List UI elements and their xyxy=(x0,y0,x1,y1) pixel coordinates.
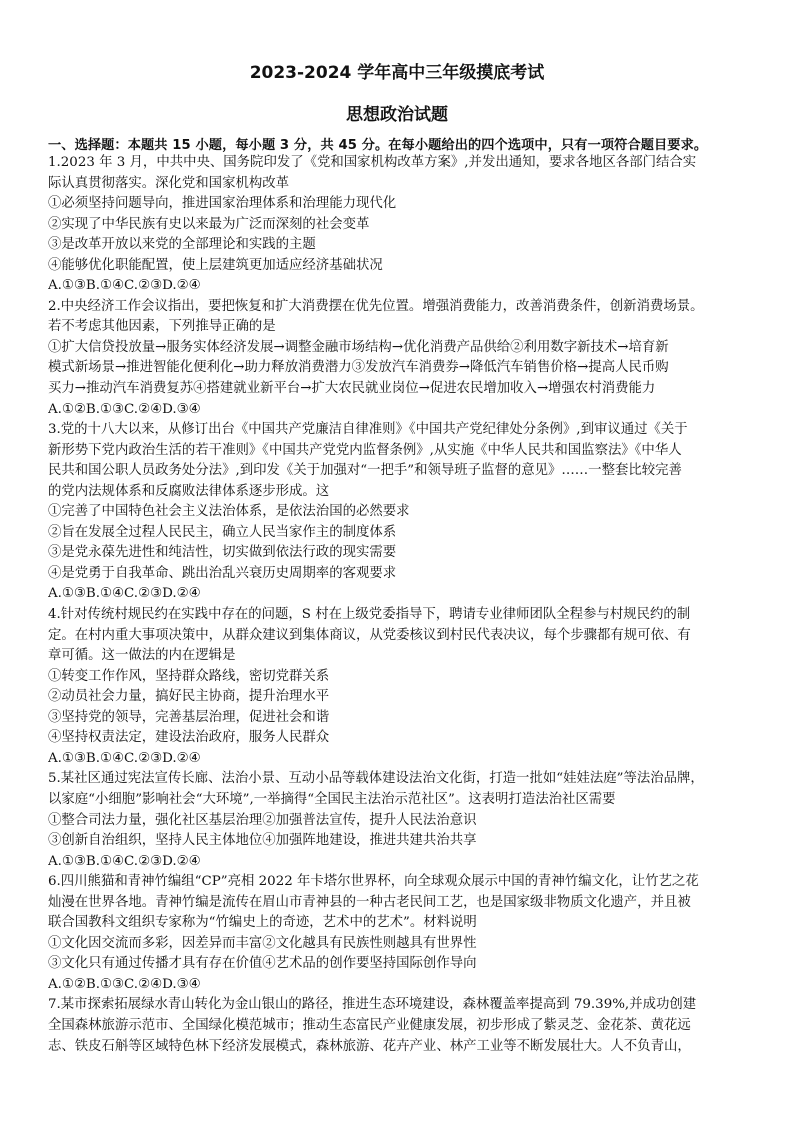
text-line: ②动员社会力量，搞好民主协商，提升治理水平 xyxy=(48,689,330,705)
text-line: ①文化因交流而多彩，因差异而丰富②文化越具有民族性则越具有世界性 xyxy=(48,935,477,951)
text-line: 买力→推动汽车消费复苏④搭建就业新平台→扩大农民就业岗位→促进农民增加收入→增强农村消费能力 xyxy=(48,381,656,397)
text-line: 7.某市探索拓展绿水青山转化为金山银山的路径，推进生态环境建设，森林覆盖率提高到 79.39%,并成功创建 xyxy=(48,997,697,1013)
text-line: ③文化只有通过传播才具有存在价值④艺术品的创作要坚持国际创作导向 xyxy=(48,956,477,972)
text-line: A.①③B.①④C.②③D.②④ xyxy=(48,853,201,869)
text-line: A.①③B.①④C.②③D.②④ xyxy=(48,586,201,602)
text-line: 新形势下党内政治生活的若干准则》《中国共产党党内监督条例》,从实施《中华人民共和国监察法》《中华人 xyxy=(48,442,682,458)
text-line: 5.某社区通过宪法宣传长廊、法治小景、互动小品等载体建设法治文化街，打造一批如“娃娃法庭”等法治品牌， xyxy=(48,771,704,787)
text-line: 际认真贯彻落实。深化党和国家机构改革 xyxy=(48,175,290,191)
text-line: ④是党勇于自我革命、跳出治乱兴衰历史周期率的客观要求 xyxy=(48,565,397,581)
text-line: A.①③B.①④C.②③D.②④ xyxy=(48,278,201,294)
text-line: 6.四川熊猫和青神竹编组“CP”亮相 2022 年卡塔尔世界杯，向全球观众展示中国的青神竹编文化，让竹艺之花 xyxy=(48,874,699,890)
text-line: 章可循。这一做法的内在逻辑是 xyxy=(48,648,236,664)
text-line: ③是党永葆先进性和纯洁性，切实做到依法行政的现实需要 xyxy=(48,545,397,561)
text-line: ①整合司法力量，强化社区基层治理②加强普法宣传，提升人民法治意识 xyxy=(48,812,477,828)
text-line: ①完善了中国特色社会主义法治体系，是依法治国的必然要求 xyxy=(48,504,410,520)
text-line: ③是改革开放以来党的全部理论和实践的主题 xyxy=(48,237,316,253)
text-line: ③坚持党的领导，完善基层治理，促进社会和谐 xyxy=(48,709,330,725)
text-line: 联合国教科文组织专家称为“竹编史上的奇迹，艺术中的艺术”。材料说明 xyxy=(48,915,477,931)
text-line: ③创新自治组织，坚持人民主体地位④加强阵地建设，推进共建共治共享 xyxy=(48,833,477,849)
text-line: 灿漫在世界各地。青神竹编是流传在眉山市青神县的一种古老民间工艺，也是国家级非物质文化遗产，并且被 xyxy=(48,894,691,910)
text-line: 全国森林旅游示范市、全国绿化模范城市；推动生态富民产业健康发展，初步形成了紫灵芝、金花茶、黄花远 xyxy=(48,1017,691,1033)
question-body xyxy=(48,153,760,1057)
text-line: ④能够优化职能配置，使上层建筑更加适应经济基础状况 xyxy=(48,257,383,273)
text-line: ②实现了中华民族有史以来最为广泛而深刻的社会变革 xyxy=(48,216,370,232)
text-line: 志、铁皮石斛等区域特色林下经济发展模式，森林旅游、花卉产业、林产工业等不断发展壮大。人不负青山， xyxy=(48,1038,691,1054)
text-line: 3.党的十八大以来，从修订出台《中国共产党廉洁自律准则》《中国共产党纪律处分条例》,到审议通过《关于 xyxy=(48,422,688,438)
text-line: 2.中央经济工作会议指出，要把恢复和扩大消费摆在优先位置。增强消费能力，改善消费条件，创新消费场景。 xyxy=(48,298,704,314)
text-line: 定。在村内重大事项决策中，从群众建议到集体商议，从党委核议到村民代表决议，每个步骤都有规可依、有 xyxy=(48,627,691,643)
text-line: A.①②B.①③C.②④D.③④ xyxy=(48,976,201,992)
text-line: A.①②B.①③C.②④D.③④ xyxy=(48,401,201,417)
text-line: ①扩大信贷投放量→服务实体经济发展→调整金融市场结构→优化消费产品供给②利用数字新技术→培育新 xyxy=(48,339,669,355)
text-line: A.①③B.①④C.②③D.②④ xyxy=(48,750,201,766)
exam-title: 2023-2024 学年高中三年级摸底考试 xyxy=(249,63,545,83)
text-line: 1.2023 年 3 月，中共中央、国务院印发了《党和国家机构改革方案》,并发出通知，要求各地区各部门结合实 xyxy=(48,155,697,170)
text-line: ②旨在发展全过程人民民主，确立人民当家作主的制度体系 xyxy=(48,524,397,540)
text-line: 的党内法规体系和反腐败法律体系逐步形成。这 xyxy=(48,483,330,499)
text-line: ④坚持权责法定，建设法治政府，服务人民群众 xyxy=(48,730,330,746)
text-line: 4.针对传统村规民约在实践中存在的问题，S 村在上级党委指导下，聘请专业律师团队全程参与村规民约的制 xyxy=(48,607,691,623)
text-line: ①必须坚持问题导向，推进国家治理体系和治理能力现代化 xyxy=(48,196,397,212)
text-line: 以家庭“小细胞”影响社会“大环境”,一举摘得“全国民主法治示范社区”。这表明打造法治社区需要 xyxy=(48,791,616,807)
subject-title: 思想政治试题 xyxy=(346,105,448,125)
text-line: 模式新场景→推进智能化便利化→助力释放消费潜力③发放汽车消费券→降低汽车销售价格→提高人民币购 xyxy=(48,360,669,376)
section-heading: 一、选择题：本题共 15 小题，每小题 3 分，共 45 分。在每小题给出的四个选项中，只有一项符合题目要求。 xyxy=(48,138,708,153)
text-line: 民共和国公职人员政务处分法》,到印发《关于加强对“一把手”和领导班子监督的意见》……一整套比较完善 xyxy=(48,463,682,479)
text-line: ①转变工作作风，坚持群众路线，密切党群关系 xyxy=(48,668,330,684)
text-line: 若不考虑其他因素，下列推导正确的是 xyxy=(48,319,276,335)
